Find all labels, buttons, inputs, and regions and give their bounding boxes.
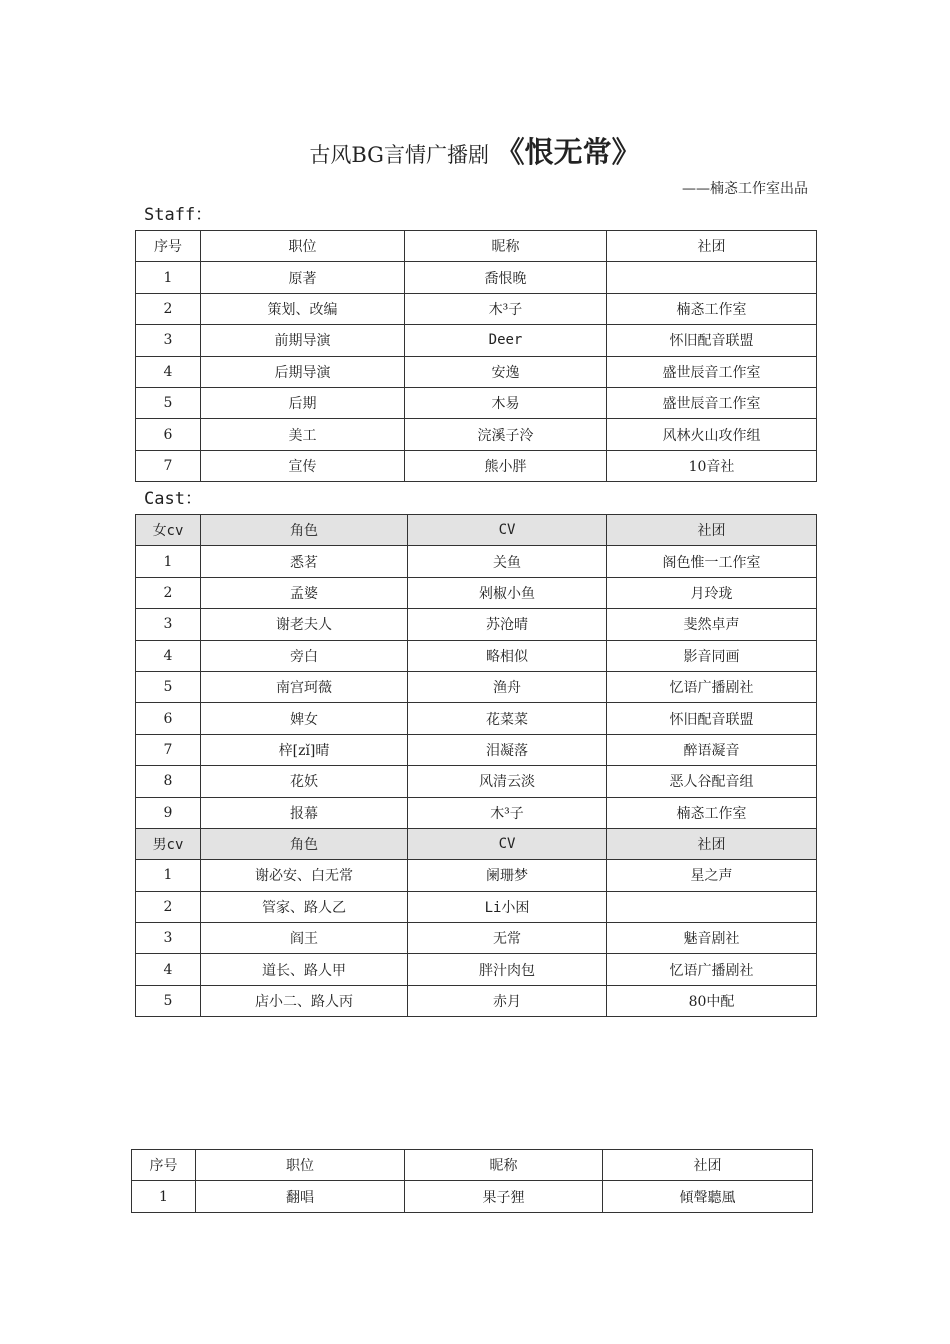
table-row-cell: 后期	[201, 387, 405, 418]
table-row	[136, 419, 817, 450]
table-row-cell: 8	[136, 766, 201, 797]
table-row-cell: 1	[136, 860, 201, 891]
table-row-cell: 木³子	[408, 797, 607, 828]
table-row-cell: 2	[136, 577, 201, 608]
table-row-cell: 1	[132, 1181, 196, 1212]
table-row-cell: 浣溪子泠	[405, 419, 607, 450]
table-row-cell: 4	[136, 640, 201, 671]
table-row-cell: 道长、路人甲	[201, 954, 408, 985]
table-row-cell: 3	[136, 325, 201, 356]
table-row-cell: 星之声	[607, 860, 817, 891]
table-header-row	[132, 1150, 813, 1181]
table-row-cell: 策划、改编	[201, 293, 405, 324]
table-row-cell: 风林火山攻作组	[607, 419, 817, 450]
table-row	[136, 891, 817, 922]
table-row-cell: 略相似	[408, 640, 607, 671]
table-row-cell: 谢必安、白无常	[201, 860, 408, 891]
table-row	[136, 356, 817, 387]
table-row-cell: 盛世辰音工作室	[607, 356, 817, 387]
table-row-cell: 喬恨晚	[405, 262, 607, 293]
table-row-cell: 怀旧配音联盟	[607, 703, 817, 734]
table-row-cell: 2	[136, 293, 201, 324]
table-header-row-cell: CV	[408, 515, 607, 546]
table-row	[136, 387, 817, 418]
table-row	[136, 671, 817, 702]
table-row	[136, 325, 817, 356]
table-row-cell: 旁白	[201, 640, 408, 671]
table-header-row-cell: 昵称	[405, 1150, 603, 1181]
table-row	[136, 262, 817, 293]
table-row-cell: 店小二、路人丙	[201, 985, 408, 1016]
table-header-row-cell: 序号	[132, 1150, 196, 1181]
table-row-cell: 忆语广播剧社	[607, 671, 817, 702]
table-row-cell: 7	[136, 450, 201, 481]
table-row-cell: 渔舟	[408, 671, 607, 702]
table-row-cell: 南宫珂薇	[201, 671, 408, 702]
table-header-row-cell: 社团	[607, 231, 817, 262]
title-main: 《恨无常》	[495, 135, 641, 169]
table-header-row-cell: 男cv	[136, 828, 201, 859]
table-row-cell: 胖汁肉包	[408, 954, 607, 985]
table-header-row	[136, 515, 817, 546]
table-row-cell: 美工	[201, 419, 405, 450]
table-row-cell: 5	[136, 671, 201, 702]
byline: ——楠忞工作室出品	[682, 181, 808, 197]
table-row	[136, 954, 817, 985]
table-row	[136, 985, 817, 1016]
table-row	[136, 640, 817, 671]
table-row-cell: 谢老夫人	[201, 609, 408, 640]
table-row-cell: 9	[136, 797, 201, 828]
table-row-cell: 怀旧配音联盟	[607, 325, 817, 356]
table-header-row-cell: 职位	[196, 1150, 405, 1181]
table-row-cell: 80中配	[607, 985, 817, 1016]
table-row	[136, 546, 817, 577]
table-row-cell: 剁椒小鱼	[408, 577, 607, 608]
table-row-cell: 盛世辰音工作室	[607, 387, 817, 418]
table-row	[136, 734, 817, 765]
table-row-cell: 10音社	[607, 450, 817, 481]
table-row-cell: 赤月	[408, 985, 607, 1016]
table-header-row-cell: 社团	[607, 828, 817, 859]
table-row-cell: 月玲珑	[607, 577, 817, 608]
table-row-cell: 果子狸	[405, 1181, 603, 1212]
table-header-row-cell: 序号	[136, 231, 201, 262]
table-row-cell: 1	[136, 546, 201, 577]
table-header-row	[136, 231, 817, 262]
table-row-cell: 花妖	[201, 766, 408, 797]
table-row-cell: 报幕	[201, 797, 408, 828]
page-title	[0, 130, 950, 171]
table-row	[136, 860, 817, 891]
table-header-row-cell: 社团	[607, 515, 817, 546]
table-row	[136, 609, 817, 640]
table-row-cell: 管家、路人乙	[201, 891, 408, 922]
table-row-cell: 关鱼	[408, 546, 607, 577]
table-row-cell: 7	[136, 734, 201, 765]
table-row-cell: 木易	[405, 387, 607, 418]
table-row-cell: 忆语广播剧社	[607, 954, 817, 985]
table-row-cell: 宣传	[201, 450, 405, 481]
table-row	[132, 1181, 813, 1212]
table-row-cell: Li小困	[408, 891, 607, 922]
table-row-cell: 1	[136, 262, 201, 293]
table-row-cell: 风清云淡	[408, 766, 607, 797]
table-row-cell: 前期导演	[201, 325, 405, 356]
cast-table	[135, 514, 817, 1017]
extra-table	[131, 1149, 813, 1213]
table-row-cell: 悉茗	[201, 546, 408, 577]
table-row	[136, 577, 817, 608]
table-header-row-cell: 角色	[201, 515, 408, 546]
table-row-cell: 楠忞工作室	[607, 797, 817, 828]
table-row	[136, 797, 817, 828]
table-row-cell: 婢女	[201, 703, 408, 734]
table-row-cell: 傾聲聽風	[603, 1181, 813, 1212]
table-header-row-cell: 女cv	[136, 515, 201, 546]
table-row	[136, 293, 817, 324]
table-row-cell: 木³子	[405, 293, 607, 324]
table-header-row-cell: CV	[408, 828, 607, 859]
table-row-cell: 3	[136, 609, 201, 640]
table-row-cell: 阑珊梦	[408, 860, 607, 891]
table-row-cell: 3	[136, 923, 201, 954]
table-row-cell: 5	[136, 387, 201, 418]
table-row-cell: 阎王	[201, 923, 408, 954]
table-row-cell: 醉语凝音	[607, 734, 817, 765]
table-header-row	[136, 828, 817, 859]
table-header-row-cell: 角色	[201, 828, 408, 859]
table-row-cell: 魅音剧社	[607, 923, 817, 954]
table-row-cell: 孟婆	[201, 577, 408, 608]
table-row	[136, 923, 817, 954]
table-row-cell: 斐然卓声	[607, 609, 817, 640]
table-row-cell: 楠忞工作室	[607, 293, 817, 324]
table-row-cell: 泪凝落	[408, 734, 607, 765]
table-row-cell: 梓[zǐ]晴	[201, 734, 408, 765]
table-row-cell: 花菜菜	[408, 703, 607, 734]
table-row-cell: 4	[136, 356, 201, 387]
table-row-cell: 原著	[201, 262, 405, 293]
table-row	[136, 703, 817, 734]
table-row-cell: Deer	[405, 325, 607, 356]
table-row	[136, 450, 817, 481]
table-header-row-cell: 职位	[201, 231, 405, 262]
table-row-cell: 安逸	[405, 356, 607, 387]
table-header-row-cell: 昵称	[405, 231, 607, 262]
table-row-cell: 翻唱	[196, 1181, 405, 1212]
cast-label: Cast：	[144, 489, 202, 509]
table-row-cell: 5	[136, 985, 201, 1016]
title-prefix: 古风BG言情广播剧	[309, 143, 489, 167]
table-row-cell: 2	[136, 891, 201, 922]
table-row-cell: 后期导演	[201, 356, 405, 387]
table-row-cell: 熊小胖	[405, 450, 607, 481]
table-row-cell: 无常	[408, 923, 607, 954]
table-row	[136, 766, 817, 797]
staff-label: Staff：	[144, 205, 213, 225]
staff-table	[135, 230, 817, 482]
table-row-cell	[607, 891, 817, 922]
table-row-cell: 4	[136, 954, 201, 985]
table-row-cell: 6	[136, 703, 201, 734]
table-row-cell: 阁色惟一工作室	[607, 546, 817, 577]
table-row-cell	[607, 262, 817, 293]
table-row-cell: 苏沧晴	[408, 609, 607, 640]
table-row-cell: 6	[136, 419, 201, 450]
table-header-row-cell: 社团	[603, 1150, 813, 1181]
table-row-cell: 恶人谷配音组	[607, 766, 817, 797]
table-row-cell: 影音同画	[607, 640, 817, 671]
